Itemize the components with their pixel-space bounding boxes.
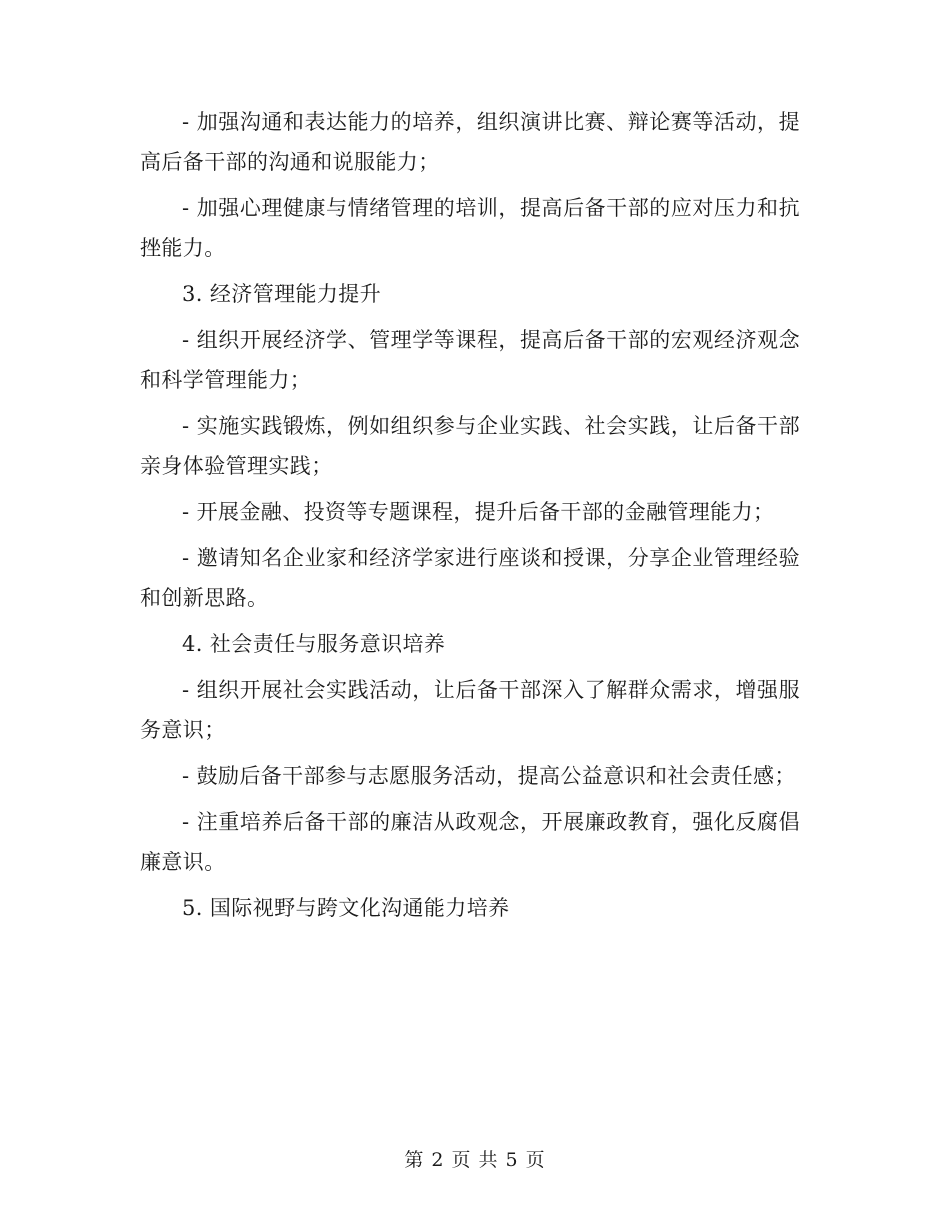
section-heading-social-responsibility: 4. 社会责任与服务意识培养 bbox=[182, 632, 446, 656]
bullet-practice-training: - 实施实践锻炼，例如组织参与企业实践、社会实践，让后备干部亲身体验管理实践； bbox=[140, 414, 800, 478]
bullet-communication-skills: - 加强沟通和表达能力的培养，组织演讲比赛、辩论赛等活动，提高后备干部的沟通和说服能力； bbox=[140, 110, 800, 174]
bullet-economics-courses: - 组织开展经济学、管理学等课程，提高后备干部的宏观经济观念和科学管理能力； bbox=[140, 328, 800, 392]
bullet-volunteer-service: - 鼓励后备干部参与志愿服务活动，提高公益意识和社会责任感； bbox=[182, 764, 796, 788]
page-number-footer: 第 2 页 共 5 页 bbox=[404, 1149, 546, 1171]
bullet-finance-courses: - 开展金融、投资等专题课程，提升后备干部的金融管理能力； bbox=[182, 500, 775, 524]
section-heading-economic-management: 3. 经济管理能力提升 bbox=[182, 282, 382, 306]
bullet-entrepreneur-seminars: - 邀请知名企业家和经济学家进行座谈和授课，分享企业管理经验和创新思路。 bbox=[140, 546, 800, 610]
section-heading-international-vision: 5. 国际视野与跨文化沟通能力培养 bbox=[182, 896, 510, 920]
bullet-social-practice: - 组织开展社会实践活动，让后备干部深入了解群众需求，增强服务意识； bbox=[140, 678, 800, 742]
bullet-mental-health: - 加强心理健康与情绪管理的培训，提高后备干部的应对压力和抗挫能力。 bbox=[140, 196, 800, 260]
document-body bbox=[140, 102, 800, 934]
bullet-integrity-education: - 注重培养后备干部的廉洁从政观念，开展廉政教育，强化反腐倡廉意识。 bbox=[140, 810, 800, 874]
